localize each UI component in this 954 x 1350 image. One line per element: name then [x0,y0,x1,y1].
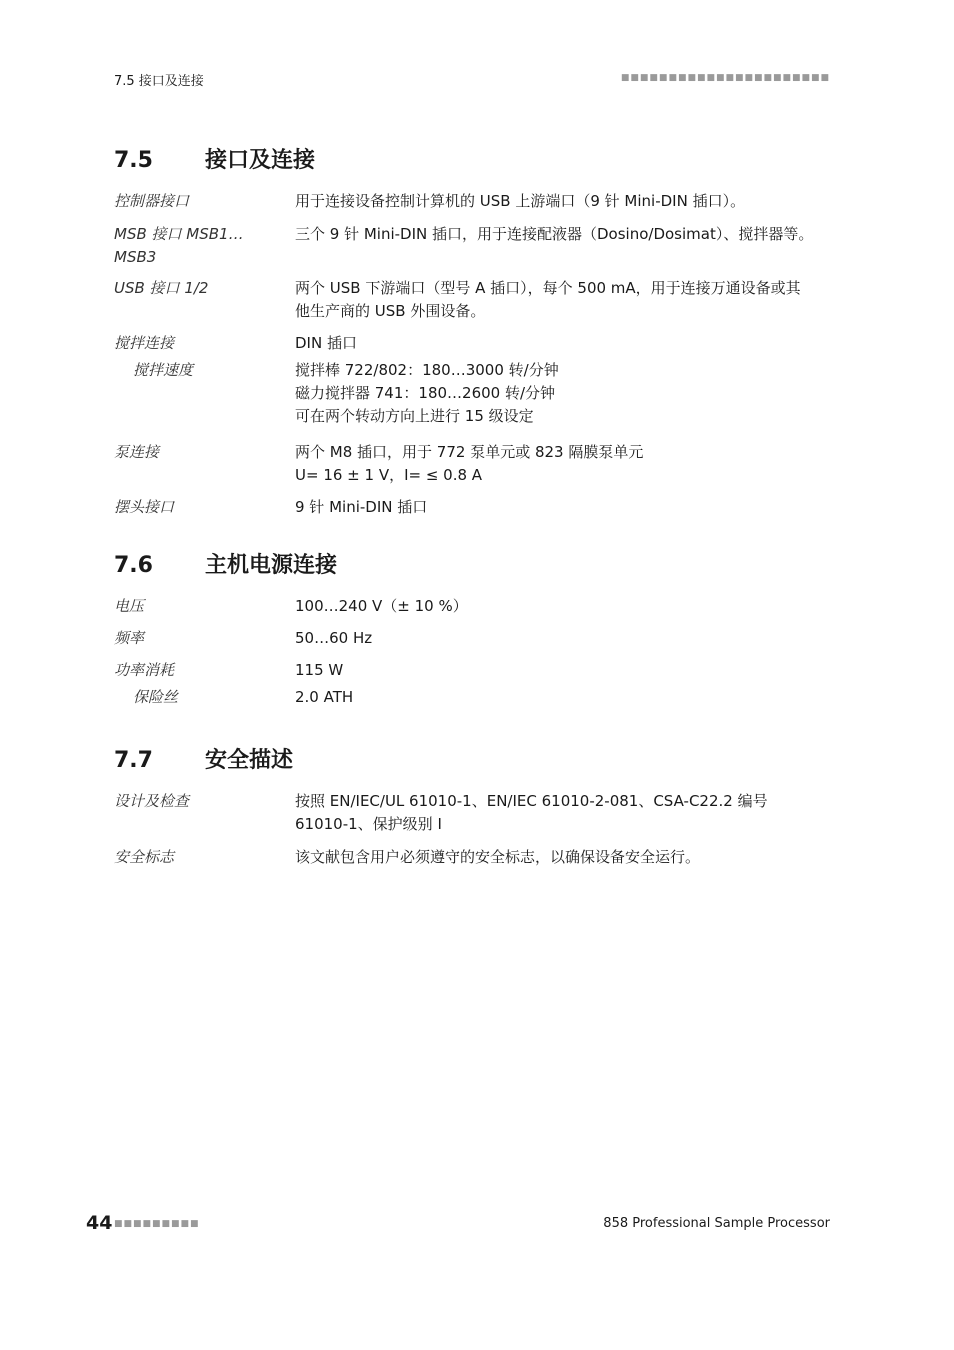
spec-sublabel: 搅拌速度 [133,361,194,379]
spec-value [295,359,815,428]
spec-label: 设计及检查 [114,792,190,810]
spec-label: 摆头接口 [114,498,175,516]
spec-value: 50…60 Hz [295,629,373,647]
spec-value: 100…240 V（± 10 %） [295,597,468,615]
spec-value: 115 W [295,661,344,679]
section-number: 7.5 [114,148,153,173]
spec-label: 泵连接 [114,443,160,461]
spec-value-line: 按照 EN/IEC/UL 61010-1、EN/IEC 61010-2-081、CSA-C22.2 编号 [295,792,768,810]
page-number: 44 [86,1212,113,1234]
spec-value: DIN 插口 [295,334,357,352]
spec-label: MSB 接口 MSB1… MSB3 [114,225,244,266]
spec-value: 三个 9 针 Mini-DIN 插口，用于连接配液器（Dosino/Dosimat）、搅拌器等。 [295,225,814,243]
spec-value: 两个 USB 下游端口（型号 A 插口），每个 500 mA，用于连接万通设备或其他生产商的 USB 外围设备。 [295,279,801,320]
spec-value-line: 可在两个转动方向上进行 15 级设定 [295,407,534,425]
spec-label: 搅拌连接 [114,334,175,352]
section-title: 主机电源连接 [205,553,338,578]
section-heading-7-7 [114,743,293,774]
spec-label: 控制器接口 [114,192,190,210]
section-title: 安全描述 [205,748,294,773]
spec-value: 用于连接设备控制计算机的 USB 上游端口（9 针 Mini-DIN 插口）。 [295,192,746,210]
product-name: 858 Professional Sample Processor [603,1216,830,1231]
spec-label: USB 接口 1/2 [114,279,209,297]
section-number: 7.6 [114,553,153,578]
section-heading-7-6 [114,548,337,579]
spec-value-line: U= 16 ± 1 V，I= ≤ 0.8 A [295,466,483,484]
spec-value [295,441,815,487]
footer-decoration: ■■■■■■■■■ [114,1219,200,1229]
section-heading-7-5 [114,143,315,174]
spec-label: 安全标志 [114,848,175,866]
section-title: 接口及连接 [205,148,316,173]
spec-sublabel: 保险丝 [133,688,179,706]
spec-value [295,790,815,836]
spec-value-line: 61010-1、保护级别 I [295,815,442,833]
running-header: 7.5 接口及连接 [114,74,204,89]
section-number: 7.7 [114,748,153,773]
spec-value-line: 磁力搅拌器 741：180…2600 转/分钟 [295,384,556,402]
spec-label: 电压 [114,597,145,615]
header-decoration: ■■■■■■■■■■■■■■■■■■■■■■ [620,73,830,83]
spec-value: 2.0 ATH [295,688,354,706]
spec-value-line: 两个 M8 插口，用于 772 泵单元或 823 隔膜泵单元 [295,443,644,461]
spec-value-line: 搅拌棒 722/802：180…3000 转/分钟 [295,361,559,379]
spec-value: 9 针 Mini-DIN 插口 [295,498,428,516]
spec-label: 功率消耗 [114,661,175,679]
spec-label: 频率 [114,629,145,647]
spec-value: 该文献包含用户必须遵守的安全标志，以确保设备安全运行。 [295,848,701,866]
